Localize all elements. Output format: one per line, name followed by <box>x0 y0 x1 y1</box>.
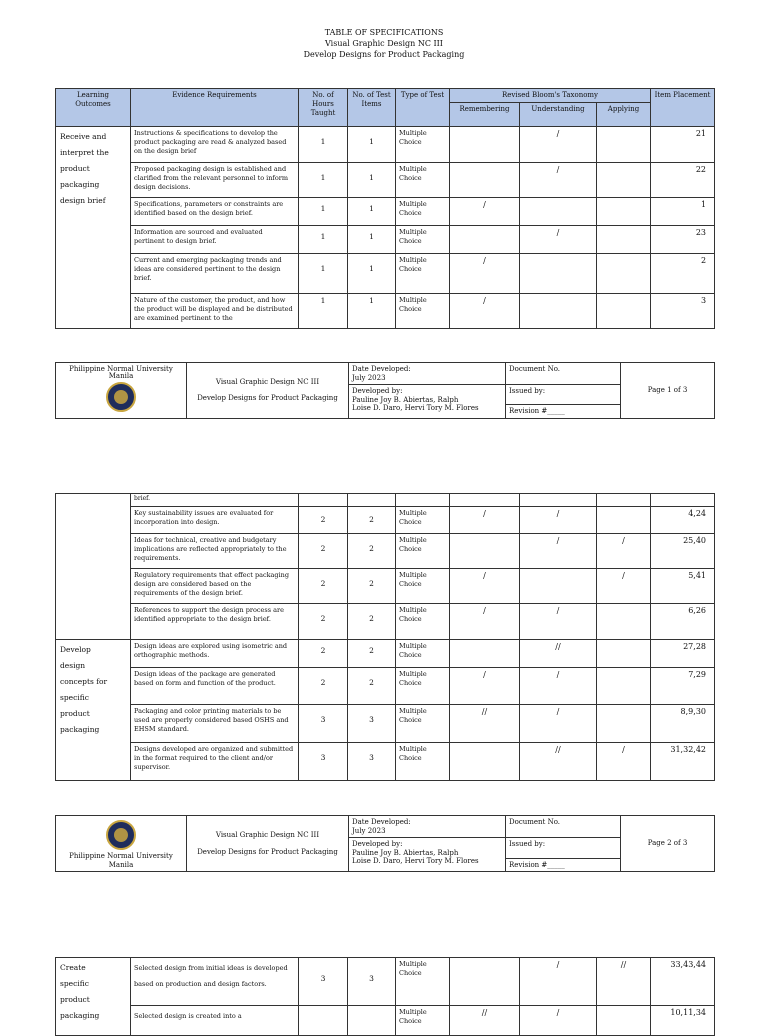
university-seal <box>106 382 136 412</box>
evidence-cell: Packaging and color printing materials to be used are properly considered based OSHS and EHSM standard. <box>131 705 299 743</box>
institution-cell <box>56 816 187 872</box>
type-cell: Multiple Choice <box>396 254 450 294</box>
doc-subject: Develop Designs for Product Packaging <box>303 50 465 59</box>
remembering-mark: / <box>450 668 520 705</box>
items-cell: 1 <box>348 127 396 163</box>
evidence-cell: Design ideas are explored using isometric and orthographic methods. <box>131 640 299 668</box>
understanding-mark: / <box>520 604 597 640</box>
understanding-mark <box>520 254 597 294</box>
col-hours: No. of Hours Taught <box>299 89 348 127</box>
learning-outcome-cell: Receive and interpret the product packaging design brief <box>56 127 131 329</box>
remembering-mark: / <box>450 254 520 294</box>
items-cell: 2 <box>348 507 396 534</box>
developers-cell: Developed by: Pauline Joy B. Abiertas, Ralph Loise D. Daro, Hervi Tory M. Flores <box>349 385 506 419</box>
items-cell: 2 <box>348 534 396 569</box>
hours-cell: 2 <box>299 640 348 668</box>
institution-name: Philippine Normal University <box>69 852 173 860</box>
evidence-cell: Current and emerging packaging trends and ideas are considered pertinent to the design brief. <box>131 254 299 294</box>
remembering-mark: / <box>450 507 520 534</box>
type-cell: Multiple Choice <box>396 569 450 604</box>
understanding-mark: // <box>520 640 597 668</box>
placement-cell: 27,28 <box>651 640 715 668</box>
applying-mark <box>597 1006 651 1036</box>
evidence-cell: Key sustainability issues are evaluated for incorporation into design. <box>131 507 299 534</box>
page-number: Page 1 of 3 <box>621 363 715 419</box>
type-cell: Multiple Choice <box>396 958 450 1006</box>
hours-cell: 3 <box>299 705 348 743</box>
understanding-mark: / <box>520 668 597 705</box>
page-number: Page 2 of 3 <box>621 816 715 872</box>
applying-mark <box>597 254 651 294</box>
placement-cell: 7,29 <box>651 668 715 705</box>
items-cell: 3 <box>348 705 396 743</box>
hours-cell: 3 <box>299 743 348 781</box>
remembering-mark <box>450 226 520 254</box>
type-cell: Multiple Choice <box>396 163 450 198</box>
evidence-cell: Information are sourced and evaluated pertinent to design brief. <box>131 226 299 254</box>
course-cell: Visual Graphic Design NC III Develop Designs for Product Packaging <box>187 363 349 419</box>
remembering-mark: // <box>450 1006 520 1036</box>
evidence-cell: Ideas for technical, creative and budgetary implications are reflected appropriately to the requirements. <box>131 534 299 569</box>
type-cell: Multiple Choice <box>396 294 450 329</box>
col-remembering: Remembering <box>450 103 520 127</box>
applying-mark <box>597 226 651 254</box>
revision-cell: Revision #_____ <box>506 405 621 419</box>
col-bloom: Revised Bloom's Taxonomy <box>450 89 651 103</box>
evidence-cell: Nature of the customer, the product, and how the product will be displayed and be distributed are examined pertinent to the <box>131 294 299 329</box>
evidence-cell: Designs developed are organized and submitted in the format required to the client and/or supervisor. <box>131 743 299 781</box>
applying-mark <box>597 198 651 226</box>
understanding-mark: / <box>520 226 597 254</box>
remembering-mark <box>450 743 520 781</box>
doc-title: TABLE OF SPECIFICATIONS <box>324 28 444 37</box>
evidence-cell: Proposed packaging design is established and clarified from the relevant personnel to inform design decisions. <box>131 163 299 198</box>
remembering-mark: / <box>450 569 520 604</box>
spec-table-page1 <box>55 88 715 329</box>
placement-cell: 21 <box>651 127 715 163</box>
applying-mark <box>597 705 651 743</box>
document-no: Document No. <box>506 816 621 838</box>
document-no: Document No. <box>506 363 621 385</box>
learning-outcome-cell: Develop design concepts for specific product packaging <box>56 640 131 781</box>
type-cell: Multiple Choice <box>396 534 450 569</box>
institution-name: Philippine Normal University <box>69 365 173 373</box>
type-cell: Multiple Choice <box>396 226 450 254</box>
placement-cell: 8,9,30 <box>651 705 715 743</box>
understanding-mark: / <box>520 163 597 198</box>
placement-cell: 2 <box>651 254 715 294</box>
evidence-cell: Instructions & specifications to develop the product packaging are read & analyzed based on the design brief <box>131 127 299 163</box>
spec-table-page2 <box>55 493 715 781</box>
remembering-mark: / <box>450 604 520 640</box>
remembering-mark <box>450 534 520 569</box>
hours-cell: 3 <box>299 958 348 1006</box>
evidence-cell: Design ideas of the package are generated based on form and function of the product. <box>131 668 299 705</box>
remembering-mark: / <box>450 198 520 226</box>
col-applying: Applying <box>597 103 651 127</box>
institution-cell <box>56 363 187 419</box>
items-cell <box>348 1006 396 1036</box>
institution-city: Manila <box>108 371 134 380</box>
applying-mark <box>597 127 651 163</box>
evidence-cell: Selected design from initial ideas is developed based on production and design factors. <box>131 958 299 1006</box>
items-cell: 1 <box>348 198 396 226</box>
hours-cell: 2 <box>299 507 348 534</box>
hours-cell: 1 <box>299 163 348 198</box>
hours-cell: 1 <box>299 294 348 329</box>
doc-course: Visual Graphic Design NC III <box>325 39 443 48</box>
date-cell: Date Developed: July 2023 <box>349 363 506 385</box>
applying-mark <box>597 668 651 705</box>
col-items: No. of Test Items <box>348 89 396 127</box>
col-type: Type of Test <box>396 89 450 127</box>
type-cell: Multiple Choice <box>396 640 450 668</box>
understanding-mark: / <box>520 127 597 163</box>
type-cell: Multiple Choice <box>396 198 450 226</box>
understanding-mark: // <box>520 743 597 781</box>
applying-mark <box>597 640 651 668</box>
institution-city: Manila <box>108 860 134 869</box>
type-cell: Multiple Choice <box>396 1006 450 1036</box>
date-cell: Date Developed: July 2023 <box>349 816 506 838</box>
col-evidence: Evidence Requirements <box>131 89 299 127</box>
type-cell: Multiple Choice <box>396 604 450 640</box>
items-cell: 2 <box>348 569 396 604</box>
developers-cell: Developed by: Pauline Joy B. Abiertas, Ralph Loise D. Daro, Hervi Tory M. Flores <box>349 838 506 872</box>
page-footer-2 <box>55 815 715 872</box>
placement-cell: 4,24 <box>651 507 715 534</box>
col-placement: Item Placement <box>651 89 715 127</box>
hours-cell: 1 <box>299 226 348 254</box>
applying-mark: / <box>597 569 651 604</box>
revision-cell: Revision #_____ <box>506 858 621 872</box>
remembering-mark <box>450 640 520 668</box>
issued-by: Issued by: <box>506 385 621 405</box>
understanding-mark <box>520 294 597 329</box>
hours-cell: 2 <box>299 668 348 705</box>
hours-cell: 2 <box>299 534 348 569</box>
hours-cell: 2 <box>299 604 348 640</box>
applying-mark: // <box>597 958 651 1006</box>
evidence-cell: References to support the design process are identified appropriate to the design brief. <box>131 604 299 640</box>
evidence-cell: Regulatory requirements that effect packaging design are considered based on the requirements of the design brief. <box>131 569 299 604</box>
items-cell: 1 <box>348 226 396 254</box>
applying-mark <box>597 163 651 198</box>
hours-cell <box>299 1006 348 1036</box>
col-learning-outcomes: Learning Outcomes <box>56 89 131 127</box>
type-cell: Multiple Choice <box>396 127 450 163</box>
placement-cell: 22 <box>651 163 715 198</box>
remembering-mark <box>450 127 520 163</box>
placement-cell: 5,41 <box>651 569 715 604</box>
placement-cell: 25,40 <box>651 534 715 569</box>
applying-mark <box>597 507 651 534</box>
placement-cell: 10,11,34 <box>651 1006 715 1036</box>
remembering-mark <box>450 163 520 198</box>
applying-mark <box>597 294 651 329</box>
evidence-continued: brief. <box>131 494 299 507</box>
university-seal <box>106 820 136 850</box>
hours-cell: 1 <box>299 254 348 294</box>
spec-table-page3 <box>55 957 715 1036</box>
type-cell: Multiple Choice <box>396 743 450 781</box>
evidence-cell: Selected design is created into a <box>131 1006 299 1036</box>
type-cell: Multiple Choice <box>396 668 450 705</box>
hours-cell: 2 <box>299 569 348 604</box>
items-cell: 1 <box>348 294 396 329</box>
items-cell: 1 <box>348 163 396 198</box>
items-cell: 3 <box>348 958 396 1006</box>
placement-cell: 31,32,42 <box>651 743 715 781</box>
remembering-mark: / <box>450 294 520 329</box>
remembering-mark: // <box>450 705 520 743</box>
type-cell: Multiple Choice <box>396 507 450 534</box>
items-cell: 2 <box>348 640 396 668</box>
course-cell: Visual Graphic Design NC III Develop Designs for Product Packaging <box>187 816 349 872</box>
remembering-mark <box>450 958 520 1006</box>
hours-cell: 1 <box>299 198 348 226</box>
items-cell: 3 <box>348 743 396 781</box>
applying-mark: / <box>597 743 651 781</box>
document-title-block <box>0 27 768 60</box>
placement-cell: 23 <box>651 226 715 254</box>
col-understanding: Understanding <box>520 103 597 127</box>
items-cell: 1 <box>348 254 396 294</box>
applying-mark <box>597 604 651 640</box>
understanding-mark: / <box>520 1006 597 1036</box>
type-cell: Multiple Choice <box>396 705 450 743</box>
applying-mark: / <box>597 534 651 569</box>
placement-cell: 1 <box>651 198 715 226</box>
understanding-mark: / <box>520 958 597 1006</box>
understanding-mark: / <box>520 534 597 569</box>
placement-cell: 33,43,44 <box>651 958 715 1006</box>
placement-cell: 3 <box>651 294 715 329</box>
issued-by: Issued by: <box>506 838 621 859</box>
understanding-mark: / <box>520 705 597 743</box>
evidence-cell: Specifications, parameters or constraints are identified based on the design brief. <box>131 198 299 226</box>
understanding-mark <box>520 198 597 226</box>
learning-outcome-cell: Create specific product packaging <box>56 958 131 1036</box>
hours-cell: 1 <box>299 127 348 163</box>
items-cell: 2 <box>348 604 396 640</box>
items-cell: 2 <box>348 668 396 705</box>
understanding-mark <box>520 569 597 604</box>
placement-cell: 6,26 <box>651 604 715 640</box>
understanding-mark: / <box>520 507 597 534</box>
page-footer-1 <box>55 362 715 419</box>
